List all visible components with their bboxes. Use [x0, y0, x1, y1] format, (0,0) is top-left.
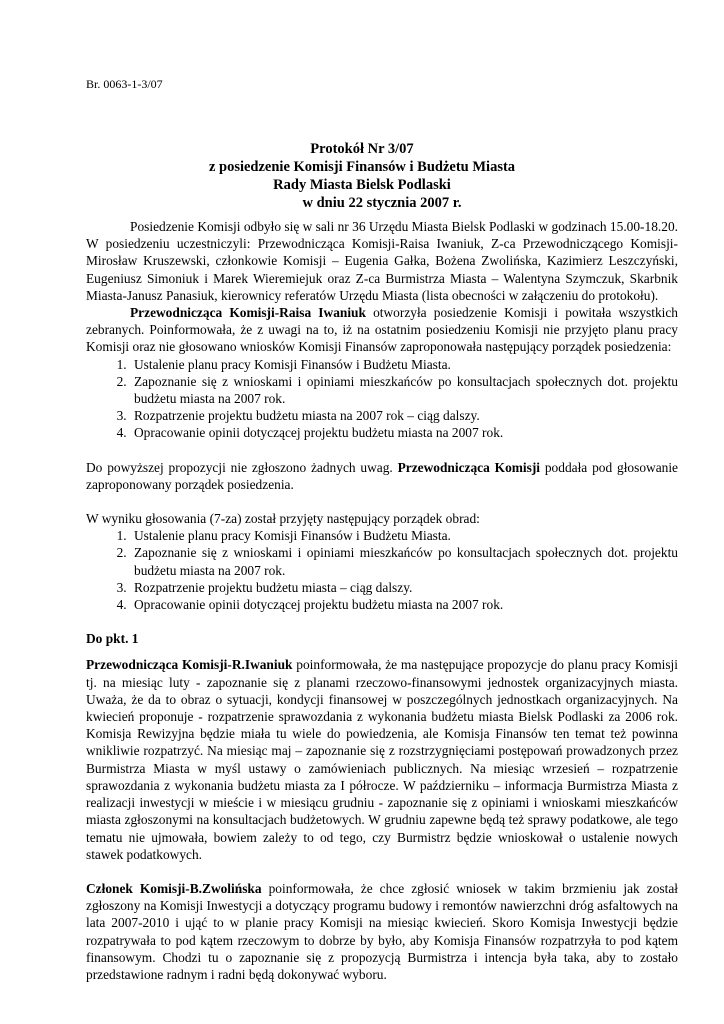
- iwaniuk-speaker: Przewodnicząca Komisji-R.Iwaniuk: [86, 657, 293, 673]
- intro-paragraph: Posiedzenie Komisji odbyło się w sali nr 36 Urzędu Miasta Bielsk Podlaski w godzinach 15.00-18.20. W posiedzeniu uczestniczyli: Przewodnicząca Komisji-Raisa Iwaniuk, Z-ca Przewodniczącego Komisji-Mirosław Kruszewski, członkowie Komisji – Eugenia Gałka, Bożena Zwolińska, Kazimierz Leszczyński, Eugeniusz Simoniuk i Marek Wieremiejuk oraz Z-ca Burmistrza Miasta – Walentyna Szymczuk, Skarbnik Miasta-Janusz Panasiuk, kierownicy referatów Urzędu Miasta (lista obecności w załączeniu do protokołu).: [86, 219, 678, 303]
- agenda-proposed-item: 4. Opracowanie opinii dotyczącej projektu budżetu miasta na 2007 rok.: [130, 424, 678, 441]
- agenda-proposed-list: [86, 356, 678, 442]
- agenda-adopted-item: 2. Zapoznanie się z wnioskami i opiniami mieszkańców po konsultacjach społecznych dot. projektu budżetu miasta na 2007 rok.: [130, 544, 678, 578]
- zwolinska-paragraph: [86, 880, 678, 983]
- agenda-adopted-list: [86, 527, 678, 613]
- chair-text: otworzyła posiedzenie Komisji i powitała wszystkich zebranych. Poinformowała, że z uwagi na to, iż na ostatnim posiedzeniu Komisji nie przyjęto planu pracy Komisji oraz nie głosowano wniosków Komisji Finansów zaproponowała następujący porządek posiedzenia:: [86, 305, 678, 355]
- no-remarks-after: poddała pod głosowanie zaproponowany porządek posiedzenia.: [86, 459, 678, 492]
- document-body: [86, 218, 678, 983]
- chair-speaker: Przewodnicząca Komisji-Raisa Iwaniuk: [130, 305, 366, 321]
- agenda-proposed-item: 3. Rozpatrzenie projektu budżetu miasta na 2007 rok – ciąg dalszy.: [130, 407, 678, 424]
- no-remarks-paragraph: [86, 459, 678, 493]
- agenda-adopted-item: 4. Opracowanie opinii dotyczącej projektu budżetu miasta na 2007 rok.: [130, 596, 678, 613]
- zwolinska-text: poinformowała, że chce zgłosić wniosek w takim brzmieniu jak został zgłoszony na Komisji Inwestycji a dotyczący programu budowy i remontów nawierzchni dróg asfaltowych na lata 2007-2010 i ująć to w planie pracy Komisji na miesiąc kwiecień. Skoro Komisja Inwestycji będzie rozpatrywała to pod kątem rzeczowym to dobrze by było, aby Komisja Finansów rozpatrzyła to pod kątem finansowym. Chodzi tu o zapoznanie się z propozycją Burmistrza i intencja była taka, aby to zostało przedstawione radnym i radni będą dokonywać wyboru.: [86, 880, 679, 982]
- vote-paragraph: W wyniku głosowania (7-za) został przyjęty następujący porządek obrad:: [86, 511, 480, 527]
- reference-number: Br. 0063-1-3/07: [86, 77, 163, 91]
- agenda-proposed-item: 2. Zapoznanie się z wnioskami i opiniami mieszkańców po konsultacjach społecznych dot. projektu budżetu miasta na 2007 rok.: [130, 373, 678, 407]
- section-heading: Do pkt. 1: [86, 631, 139, 647]
- chair-paragraph: [86, 304, 678, 356]
- zwolinska-speaker: Członek Komisji-B.Zwolińska: [86, 880, 262, 896]
- no-remarks-before: Do powyższej propozycji nie zgłoszono żadnych uwag.: [86, 459, 398, 475]
- title-line-3: Rady Miasta Bielsk Podlaski: [273, 177, 451, 193]
- title-line-2: z posiedzenie Komisji Finansów i Budżetu Miasta: [208, 159, 516, 175]
- agenda-proposed-item: 1. Ustalenie planu pracy Komisji Finansów i Budżetu Miasta.: [130, 356, 678, 373]
- agenda-adopted-item: 1. Ustalenie planu pracy Komisji Finansów i Budżetu Miasta.: [130, 527, 678, 544]
- document-title: [0, 140, 724, 212]
- title-line-4: w dniu 22 stycznia 2007 r.: [302, 195, 462, 211]
- no-remarks-speaker: Przewodnicząca Komisji: [397, 459, 541, 475]
- title-line-1: Protokół Nr 3/07: [310, 141, 414, 157]
- agenda-adopted-item: 3. Rozpatrzenie projektu budżetu miasta – ciąg dalszy.: [130, 579, 678, 596]
- iwaniuk-paragraph: [86, 656, 678, 862]
- iwaniuk-text: poinformowała, że ma następujące propozycje do planu pracy Komisji tj. na miesiąc luty - zapoznanie się z planami rzeczowo-finansowymi jednostek organizacyjnych miasta. Uważa, że da to obraz o sytuacji, kondycji finansowej w poszczególnych jednostkach organizacyjnych. Na kwiecień proponuje - rozpatrzenie sprawozdania z wykonania budżetu miasta Bielsk Podlaski za 2006 rok. Komisja Rewizyjna będzie miała tu wiele do powiedzenia, ale Komisja Finansów ten temat też powinna wnikliwie rozpatrzyć. Na miesiąc maj – zapoznanie się z rozstrzygnięciami postępowań prowadzonych przez Burmistrza Miasta w myśl ustawy o zamówieniach publicznych. Na miesiąc wrzesień – rozpatrzenie sprawozdania z wykonania budżetu miasta za I półrocze. W październiku – informacja Burmistrza Miasta z realizacji inwestycji w mieście i w miesiącu grudniu - zapoznanie się z opiniami i wnioskami mieszkańców miasta zgłoszonymi na konsultacjach budżetowych. W grudniu zapewne będą też sprawy podatkowe, ale tego tematu nie ujmowała, bowiem zależy to od tego, czy Burmistrz będzie wnioskował o ustalenie nowych stawek podatkowych.: [86, 657, 678, 862]
